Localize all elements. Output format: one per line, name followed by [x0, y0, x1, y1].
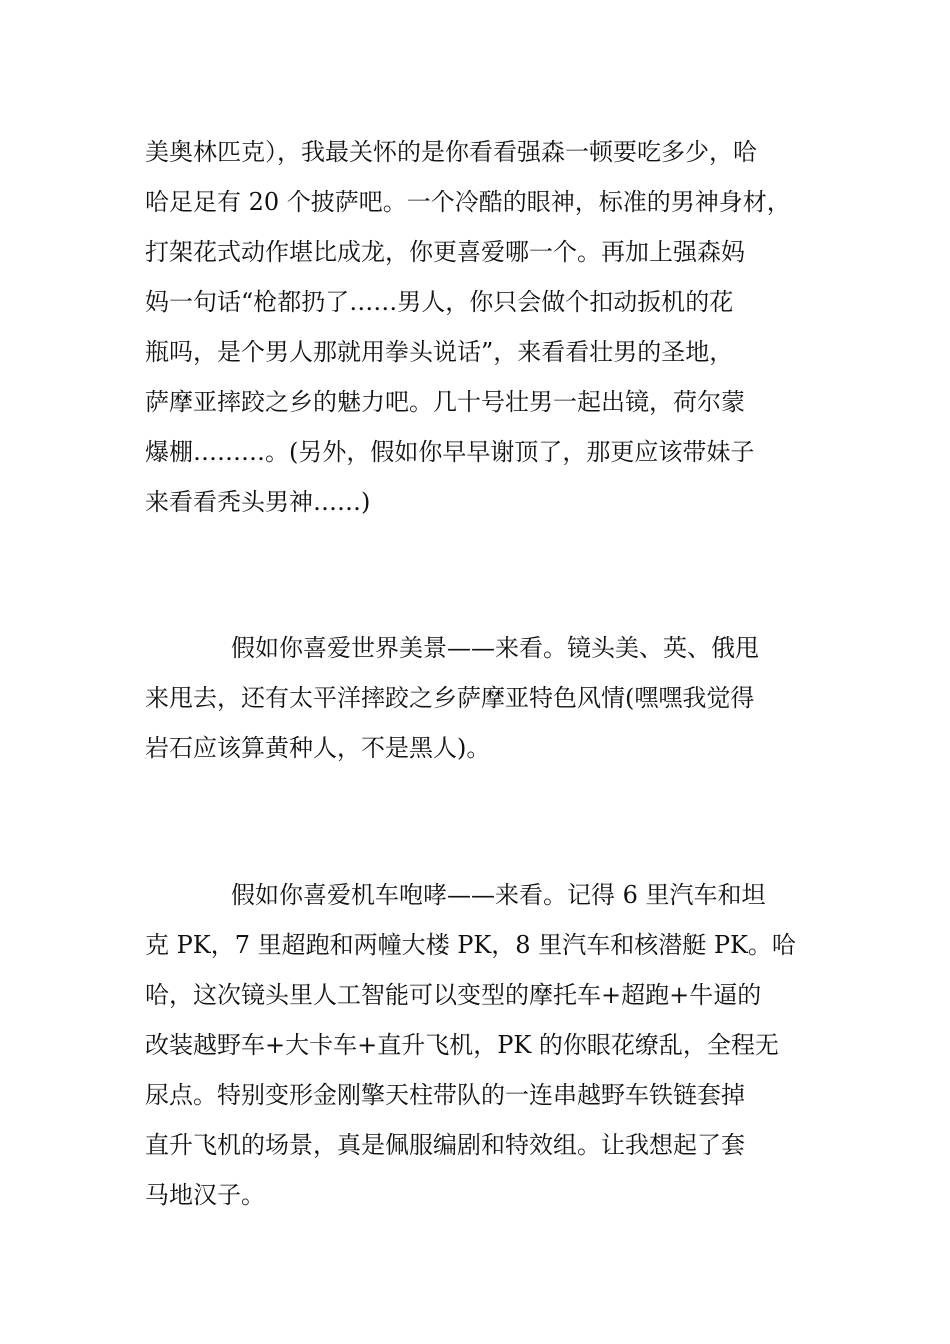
- paragraph-line: 哈足足有 20 个披萨吧。一个冷酷的眼神，标准的男神身材，: [145, 188, 791, 216]
- paragraph-line: 克 PK，7 里超跑和两幢大楼 PK，8 里汽车和核潜艇 PK。哈: [145, 931, 796, 959]
- paragraph-line: 瓶吗，是个男人那就用拳头说话”，来看看壮男的圣地，: [145, 338, 734, 366]
- paragraph-3: [145, 870, 825, 1220]
- paragraph-2: [145, 623, 825, 773]
- paragraph-line: 改装越野车+大卡车+直升飞机，PK 的你眼花缭乱，全程无: [145, 1031, 779, 1059]
- paragraph-line: 尿点。特别变形金刚擎天柱带队的一连串越野车铁链套掉: [145, 1081, 745, 1109]
- paragraph-line: 打架花式动作堪比成龙，你更喜爱哪一个。再加上强森妈: [145, 238, 745, 266]
- paragraph-line: 妈一句话“枪都扔了……男人，你只会做个扣动扳机的花: [145, 288, 734, 316]
- paragraph-line: 假如你喜爱世界美景——来看。镜头美、英、俄甩: [231, 634, 759, 662]
- paragraph-line: 直升飞机的场景，真是佩服编剧和特效组。让我想起了套: [145, 1131, 745, 1159]
- paragraph-line: 岩石应该算黄种人，不是黑人)。: [145, 734, 491, 762]
- paragraph-line: 萨摩亚摔跤之乡的魅力吧。几十号壮男一起出镜，荷尔蒙: [145, 388, 745, 416]
- paragraph-1: [145, 127, 825, 527]
- paragraph-line: 来看看秃头男神……): [145, 488, 371, 516]
- paragraph-line: 假如你喜爱机车咆哮——来看。记得 6 里汽车和坦: [231, 881, 766, 909]
- paragraph-line: 马地汉子。: [145, 1181, 265, 1209]
- paragraph-line: 爆棚………。(另外，假如你早早谢顶了，那更应该带妹子: [145, 438, 755, 466]
- paragraph-line: 哈，这次镜头里人工智能可以变型的摩托车+超跑+牛逼的: [145, 981, 762, 1009]
- paragraph-line: 来甩去，还有太平洋摔跤之乡萨摩亚特色风情(嘿嘿我觉得: [145, 684, 755, 712]
- paragraph-line: 美奥林匹克），我最关怀的是你看看强森一顿要吃多少，哈: [145, 138, 757, 166]
